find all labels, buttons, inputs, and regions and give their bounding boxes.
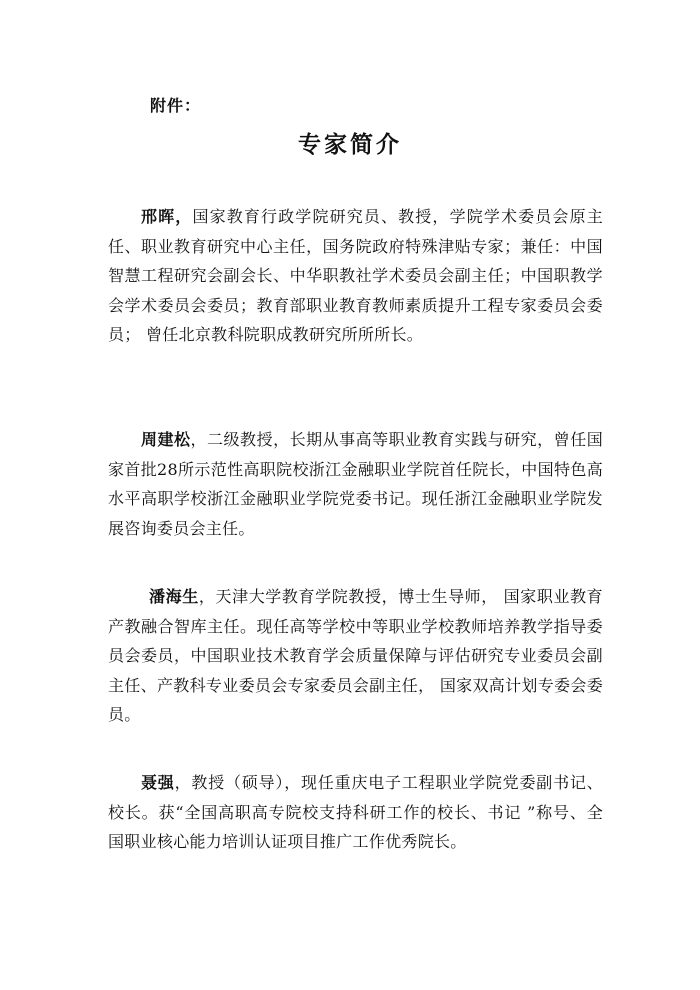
expert-description: 国家教育行政学院研究员、教授，学院学术委员会原主任、职业教育研究中心主任，国务院政府特殊津贴专家；兼任：中国智慧工程研究会副会长、中华职教社学术委员会副主任；中国职教学会学术委员会委员；教育部职业教育教师素质提升工程专家委员会委员； 曾任北京教科院职成教研究所所所长。	[108, 207, 604, 344]
expert-bio-xing-hui	[108, 202, 603, 350]
name-separator: ，	[198, 587, 216, 606]
expert-name: 潘海生	[149, 587, 199, 606]
expert-bio-nie-qiang	[108, 768, 603, 857]
expert-bio-zhou-jiansong	[108, 425, 603, 543]
expert-description: 天津大学教育学院教授，博士生导师， 国家职业教育产教融合智库主任。现任高等学校中等职业学校教师培养教学指导委员会委员，中国职业技术教育学会质量保障与评估研究专业委员会副主任、产教科专业委员会专家委员会副主任， 国家双高计划专委会委员。	[108, 587, 603, 724]
page-title: 专家简介	[298, 131, 402, 158]
attachment-label: 附件：	[150, 96, 202, 115]
expert-bio-pan-haisheng	[108, 582, 603, 730]
expert-description: 教授（硕导），现任重庆电子工程职业学院党委副书记、校长。获“全国高职高专院校支持科研工作的校长、书记 ”称号、全国职业核心能力培训认证项目推广工作优秀院长。	[108, 773, 603, 851]
name-separator: ，	[174, 773, 192, 792]
name-separator: ，	[190, 430, 208, 449]
name-separator: ，	[175, 207, 193, 226]
expert-description: 二级教授，长期从事高等职业教育实践与研究，曾任国家首批28所示范性高职院校浙江金融职业学院首任院长，中国特色高水平高职学校浙江金融职业学院党委书记。现任浙江金融职业学院发展咨询委员会主任。	[108, 430, 603, 538]
expert-name: 周建松	[141, 430, 191, 449]
expert-name: 邢晖	[141, 207, 176, 226]
expert-name: 聂强	[141, 773, 175, 792]
